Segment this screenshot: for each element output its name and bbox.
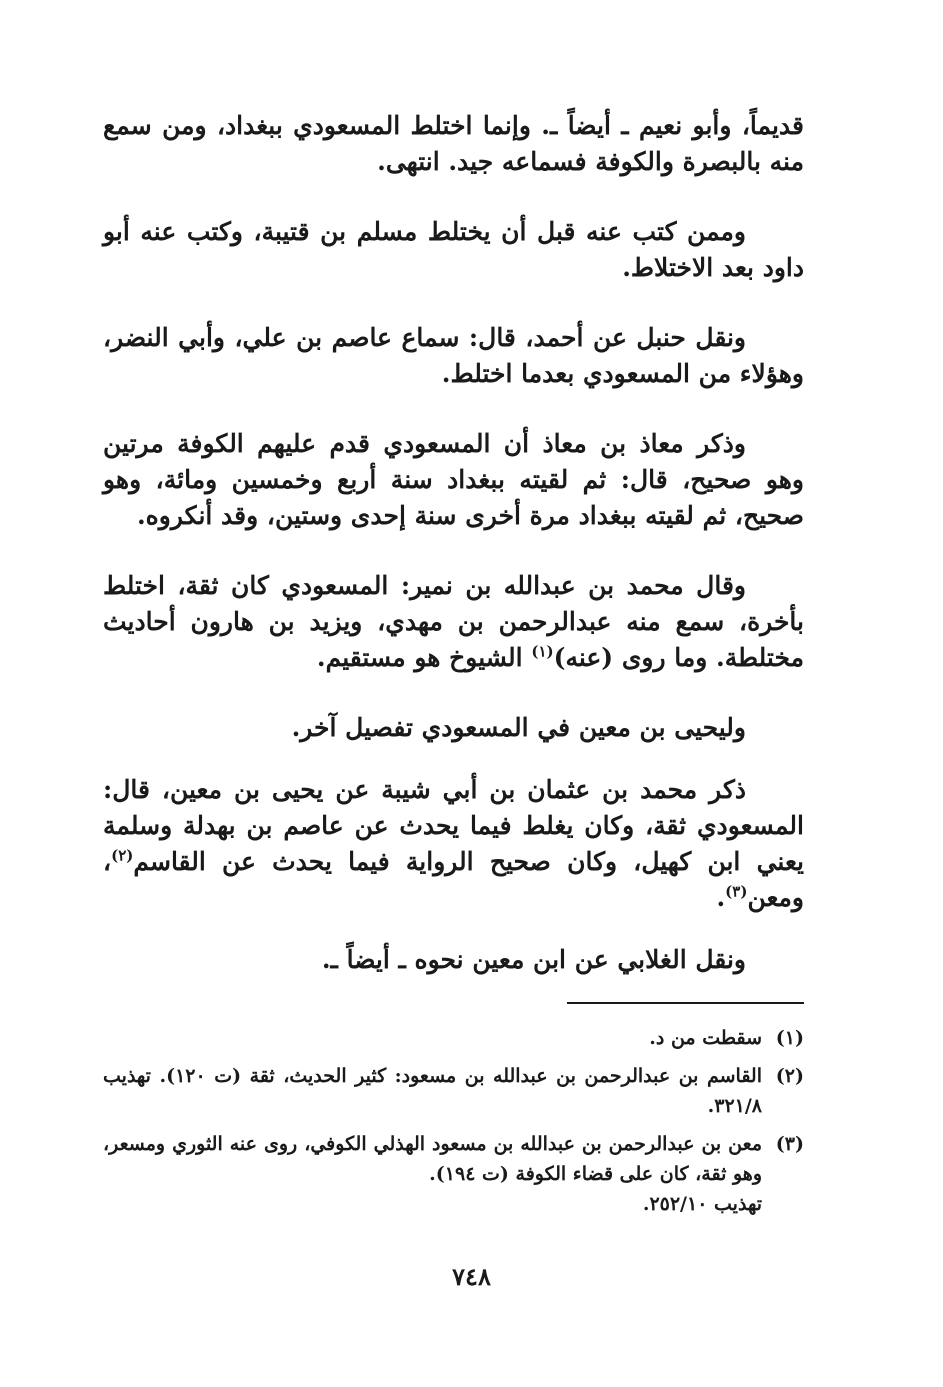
footnotes (103, 1023, 804, 1219)
paragraph: وذكر معاذ بن معاذ أن المسعودي قدم عليهم الكوفة مرتين وهو صحيح، قال: ثم لقيته ببغداد سنة أربع وخمسين ومائة، وهو صحيح، ثم لقيته ببغداد مرة أخرى سنة إحدى وستين، وقد أنكروه. (103, 429, 804, 530)
main-text (103, 108, 804, 978)
paragraph (103, 772, 804, 916)
footnote-text: القاسم بن عبدالرحمن بن عبدالله بن مسعود: كثير الحديث، ثقة (ت ١٢٠). تهذيب ٣٢١/٨. (103, 1065, 762, 1117)
footnote-number: (٣) (775, 1133, 804, 1155)
paragraph: ونقل الغلابي عن ابن معين نحوه ـ أيضاً ـ. (321, 945, 746, 974)
footnote-ref: (٣) (725, 882, 748, 901)
footnote-text: سقطت من د. (649, 1027, 762, 1049)
footnote (103, 1023, 804, 1053)
footnote-text: معن بن عبدالرحمن بن عبدالله بن مسعود الهذلي الكوفي، روى عنه الثوري ومسعر، وهو ثقة، كان على قضاء الكوفة (ت ١٩٤). (103, 1133, 762, 1185)
paragraph-text: الشيوخ هو مستقيم. (316, 643, 532, 672)
paragraph-text: ، ومعن (103, 847, 804, 912)
page-number: ٧٤٨ (452, 1262, 491, 1291)
paragraph-text: ذكر محمد بن عثمان بن أبي شيبة عن يحيى بن معين، قال: المسعودي ثقة، وكان يغلط فيما يحدث عن عاصم بن بهدلة وسلمة يعني ابن كهيل، وكان صحيح الرواية فيما يحدث عن القاسم (103, 775, 804, 876)
paragraph: قديماً، وأبو نعيم ـ أيضاً ـ. وإنما اختلط المسعودي ببغداد، ومن سمع منه بالبصرة والكوفة فسماعه جيد. انتهى. (103, 111, 804, 176)
footnote-number: (٢) (775, 1065, 804, 1087)
footnote-ref: (٢) (111, 846, 134, 865)
paragraph: ونقل حنبل عن أحمد، قال: سماع عاصم بن علي، وأبي النضر، وهؤلاء من المسعودي بعدما اختلط. (103, 323, 804, 388)
footnote-ref: (١) (531, 642, 554, 661)
paragraph: وممن كتب عنه قبل أن يختلط مسلم بن قتيبة، وكتب عنه أبو داود بعد الاختلاط. (103, 217, 804, 282)
paragraph-text: . (716, 883, 726, 912)
footnote-number: (١) (775, 1027, 804, 1049)
footnote-divider (567, 1002, 804, 1004)
footnote (103, 1061, 804, 1121)
footnote-continuation: تهذيب ٢٥٢/١٠. (642, 1193, 762, 1215)
paragraph: وليحيى بن معين في المسعودي تفصيل آخر. (291, 713, 746, 742)
paragraph-text: وقال محمد بن عبدالله بن نمير: المسعودي كان ثقة، اختلط بأخرة، سمع منه عبدالرحمن بن مهدي، ويزيد بن هارون أحاديث مختلطة. وما روى (عنه) (103, 571, 804, 672)
paragraph (103, 568, 804, 676)
footnote (103, 1129, 804, 1189)
